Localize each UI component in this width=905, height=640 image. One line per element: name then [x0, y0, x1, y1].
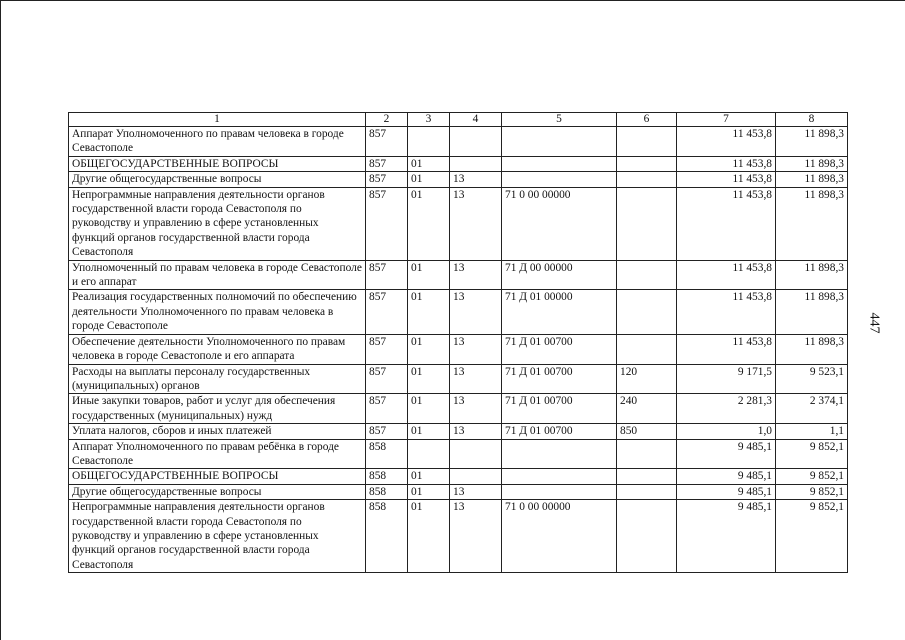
column-header: 7	[677, 113, 776, 127]
cell-sum-2: 1,1	[776, 424, 848, 439]
table-row	[69, 469, 848, 484]
table-row	[69, 500, 848, 573]
cell-rz	[408, 127, 450, 157]
cell-ved: 857	[366, 290, 408, 334]
cell-name: Уплата налогов, сборов и иных платежей	[69, 424, 366, 439]
cell-ved: 857	[366, 156, 408, 171]
cell-ved: 857	[366, 334, 408, 364]
column-header: 8	[776, 113, 848, 127]
cell-ved: 858	[366, 500, 408, 573]
cell-csr	[502, 172, 617, 187]
cell-csr	[502, 156, 617, 171]
cell-sum-1: 11 453,8	[677, 260, 776, 290]
cell-sum-2: 11 898,3	[776, 127, 848, 157]
cell-csr: 71 0 00 00000	[502, 187, 617, 260]
cell-vr	[617, 156, 677, 171]
cell-csr: 71 Д 00 00000	[502, 260, 617, 290]
table-row	[69, 334, 848, 364]
budget-table	[68, 112, 848, 573]
cell-pr: 13	[450, 500, 502, 573]
cell-csr	[502, 439, 617, 469]
cell-csr	[502, 127, 617, 157]
cell-ved: 857	[366, 260, 408, 290]
page-number: 447	[866, 312, 882, 334]
table-row	[69, 439, 848, 469]
cell-ved: 857	[366, 127, 408, 157]
cell-vr: 850	[617, 424, 677, 439]
cell-ved: 857	[366, 187, 408, 260]
cell-csr	[502, 484, 617, 499]
cell-sum-1: 11 453,8	[677, 187, 776, 260]
cell-vr	[617, 187, 677, 260]
cell-pr: 13	[450, 290, 502, 334]
cell-vr	[617, 469, 677, 484]
table-row	[69, 394, 848, 424]
table-row	[69, 364, 848, 394]
cell-vr: 240	[617, 394, 677, 424]
cell-sum-2: 9 852,1	[776, 500, 848, 573]
cell-pr: 13	[450, 187, 502, 260]
cell-csr: 71 0 00 00000	[502, 500, 617, 573]
cell-sum-1: 11 453,8	[677, 334, 776, 364]
cell-ved: 857	[366, 394, 408, 424]
cell-pr: 13	[450, 260, 502, 290]
cell-sum-2: 11 898,3	[776, 290, 848, 334]
cell-rz: 01	[408, 484, 450, 499]
table-row	[69, 127, 848, 157]
cell-sum-2: 9 852,1	[776, 484, 848, 499]
column-header: 6	[617, 113, 677, 127]
column-header: 2	[366, 113, 408, 127]
cell-ved: 858	[366, 439, 408, 469]
cell-rz: 01	[408, 364, 450, 394]
cell-pr	[450, 156, 502, 171]
table-row	[69, 156, 848, 171]
cell-sum-1: 9 485,1	[677, 439, 776, 469]
column-header: 4	[450, 113, 502, 127]
cell-vr	[617, 172, 677, 187]
cell-csr: 71 Д 01 00000	[502, 290, 617, 334]
cell-csr: 71 Д 01 00700	[502, 334, 617, 364]
cell-rz: 01	[408, 290, 450, 334]
cell-pr: 13	[450, 484, 502, 499]
table-row	[69, 484, 848, 499]
cell-sum-2: 9 523,1	[776, 364, 848, 394]
cell-sum-2: 9 852,1	[776, 469, 848, 484]
column-header: 1	[69, 113, 366, 127]
cell-csr: 71 Д 01 00700	[502, 394, 617, 424]
cell-pr	[450, 469, 502, 484]
table-body	[69, 113, 848, 573]
cell-rz: 01	[408, 469, 450, 484]
cell-sum-2: 11 898,3	[776, 334, 848, 364]
cell-name: Другие общегосударственные вопросы	[69, 172, 366, 187]
cell-csr: 71 Д 01 00700	[502, 364, 617, 394]
cell-name: Аппарат Уполномоченного по правам человека в городе Севастополе	[69, 127, 366, 157]
cell-pr: 13	[450, 364, 502, 394]
cell-name: ОБЩЕГОСУДАРСТВЕННЫЕ ВОПРОСЫ	[69, 469, 366, 484]
cell-rz: 01	[408, 172, 450, 187]
cell-ved: 857	[366, 364, 408, 394]
cell-rz: 01	[408, 260, 450, 290]
cell-pr: 13	[450, 424, 502, 439]
cell-vr	[617, 500, 677, 573]
cell-name: Непрограммные направления деятельности органов государственной власти города Севастополя по руководству и управлению в сфере установленных функций органов государственной власти города Севастополя	[69, 500, 366, 573]
cell-pr	[450, 439, 502, 469]
cell-ved: 858	[366, 469, 408, 484]
cell-name: Иные закупки товаров, работ и услуг для обеспечения государственных (муниципальных) нужд	[69, 394, 366, 424]
cell-csr: 71 Д 01 00700	[502, 424, 617, 439]
cell-pr	[450, 127, 502, 157]
cell-sum-1: 11 453,8	[677, 290, 776, 334]
cell-rz: 01	[408, 334, 450, 364]
table-row	[69, 424, 848, 439]
cell-sum-1: 11 453,8	[677, 172, 776, 187]
table-row	[69, 187, 848, 260]
cell-name: Реализация государственных полномочий по обеспечению деятельности Уполномоченного по правам человека в городе Севастополе	[69, 290, 366, 334]
cell-rz: 01	[408, 394, 450, 424]
column-header: 5	[502, 113, 617, 127]
cell-pr: 13	[450, 394, 502, 424]
cell-sum-2: 2 374,1	[776, 394, 848, 424]
cell-pr: 13	[450, 334, 502, 364]
cell-name: Расходы на выплаты персоналу государственных (муниципальных) органов	[69, 364, 366, 394]
table-row	[69, 290, 848, 334]
cell-name: Обеспечение деятельности Уполномоченного по правам человека в городе Севастополе и его аппарата	[69, 334, 366, 364]
cell-csr	[502, 469, 617, 484]
cell-vr	[617, 484, 677, 499]
cell-vr	[617, 439, 677, 469]
cell-sum-1: 9 171,5	[677, 364, 776, 394]
cell-vr	[617, 127, 677, 157]
cell-ved: 858	[366, 484, 408, 499]
cell-sum-2: 11 898,3	[776, 156, 848, 171]
cell-sum-2: 11 898,3	[776, 172, 848, 187]
cell-name: Уполномоченный по правам человека в городе Севастополе и его аппарат	[69, 260, 366, 290]
cell-vr	[617, 334, 677, 364]
cell-name: Непрограммные направления деятельности органов государственной власти города Севастополя по руководству и управлению в сфере установленных функций органов государственной власти города Севастополя	[69, 187, 366, 260]
cell-rz: 01	[408, 500, 450, 573]
cell-sum-1: 1,0	[677, 424, 776, 439]
cell-rz	[408, 439, 450, 469]
cell-sum-2: 9 852,1	[776, 439, 848, 469]
cell-sum-1: 11 453,8	[677, 156, 776, 171]
cell-name: ОБЩЕГОСУДАРСТВЕННЫЕ ВОПРОСЫ	[69, 156, 366, 171]
cell-sum-2: 11 898,3	[776, 187, 848, 260]
cell-pr: 13	[450, 172, 502, 187]
cell-vr: 120	[617, 364, 677, 394]
cell-name: Другие общегосударственные вопросы	[69, 484, 366, 499]
table-row	[69, 172, 848, 187]
cell-rz: 01	[408, 187, 450, 260]
cell-sum-1: 11 453,8	[677, 127, 776, 157]
cell-vr	[617, 290, 677, 334]
table-header-row	[69, 113, 848, 127]
cell-sum-1: 9 485,1	[677, 484, 776, 499]
cell-rz: 01	[408, 156, 450, 171]
cell-sum-1: 2 281,3	[677, 394, 776, 424]
table-row	[69, 260, 848, 290]
cell-name: Аппарат Уполномоченного по правам ребёнка в городе Севастополе	[69, 439, 366, 469]
cell-rz: 01	[408, 424, 450, 439]
cell-ved: 857	[366, 172, 408, 187]
cell-ved: 857	[366, 424, 408, 439]
cell-sum-1: 9 485,1	[677, 469, 776, 484]
cell-sum-1: 9 485,1	[677, 500, 776, 573]
column-header: 3	[408, 113, 450, 127]
cell-vr	[617, 260, 677, 290]
cell-sum-2: 11 898,3	[776, 260, 848, 290]
